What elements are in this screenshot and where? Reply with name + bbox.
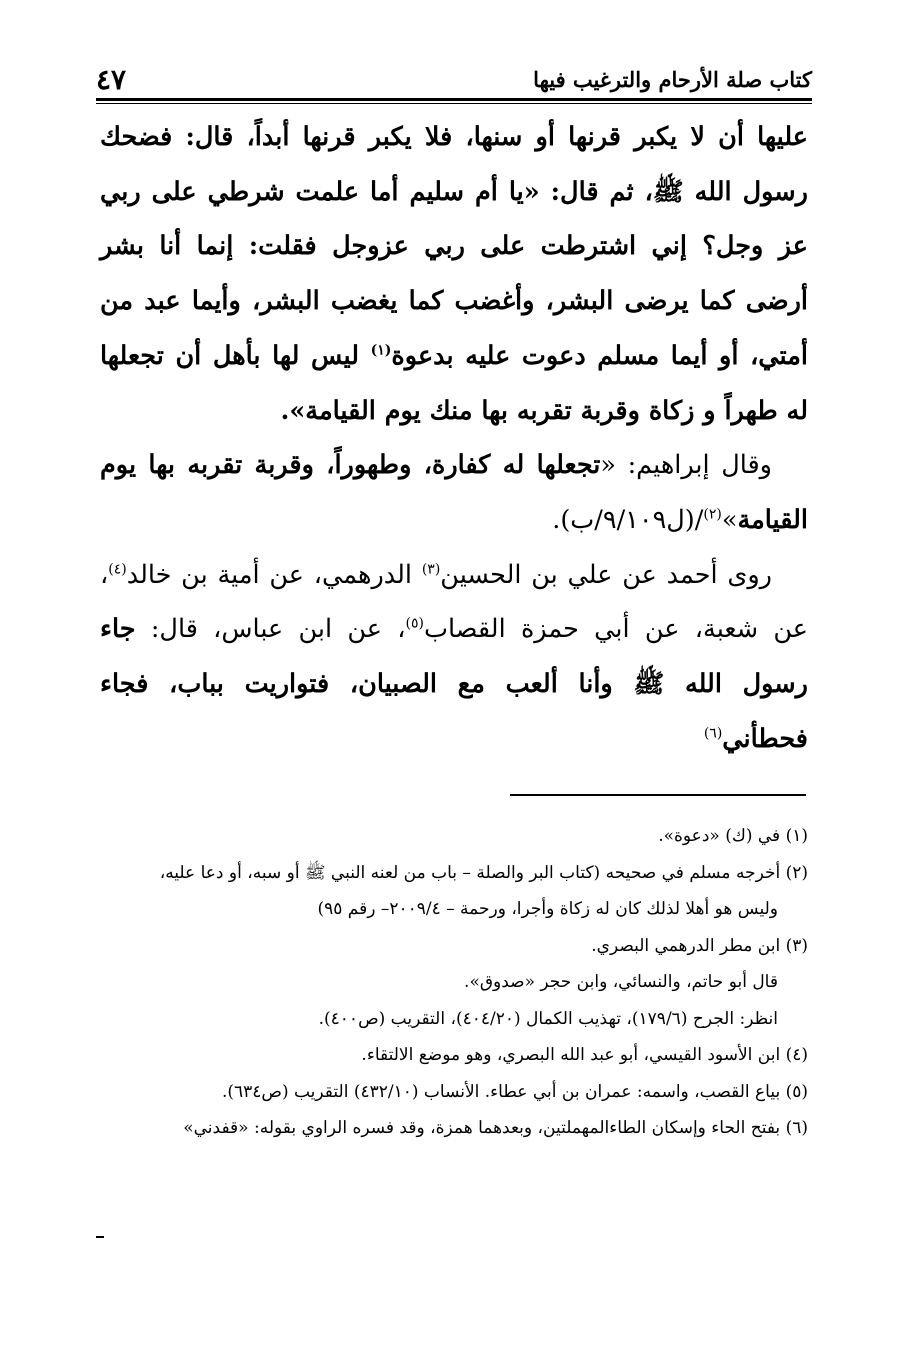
footnote-3-grading: قال أبو حاتم، والنسائي، وابن حجر «صدوق». bbox=[464, 972, 778, 992]
footnote-2: (٢) أخرجه مسلم في صحيحه (كتاب البر والصلة – باب من لعنه النبي ﷺ أو سبه، أو دعا عليه، bbox=[159, 862, 808, 883]
continuation-mark bbox=[96, 1236, 104, 1238]
paragraph-text-end: ليس لها بأهل أن تجعلها له طهراً و زكاة وقربة تقربه بها منك يوم القيامة». bbox=[100, 340, 808, 426]
isnad-part-2: الدرهمي، عن أمية بن خالد bbox=[126, 559, 422, 590]
footnote-3-sources: انظر: الجرح (١٧٩/٦)، تهذيب الكمال (٤٠٤/٢٠)، التقريب (ص٤٠٠). bbox=[318, 1008, 778, 1029]
footnote-ref-6: (٦) bbox=[703, 725, 723, 742]
isnad-part-1: روى أحمد عن علي بن الحسين bbox=[440, 559, 772, 590]
footnote-6: (٦) بفتح الحاء وإسكان الطاءالمهملتين، وبعدهما همزة، وقد فسره الراوي بقوله: «قفدني» bbox=[183, 1118, 808, 1138]
isnad-part-3: ، عن شعبة، عن أبي حمزة القصاب bbox=[100, 559, 808, 645]
paragraph-ibrahim bbox=[100, 438, 808, 547]
footnote-4: (٤) ابن الأسود القيسي، أبو عبد الله البصري، وهو موضع الالتقاء. bbox=[361, 1045, 808, 1065]
footnote-ref-4: (٤) bbox=[108, 561, 127, 578]
footnote-2-continued: وليس هو أهلا لذلك كان له زكاة وأجرا، ورحمة – ٢٠٠٩/٤– رقم ٩٥) bbox=[317, 899, 778, 919]
footnote-1: (١) في (ك) «دعوة». bbox=[658, 826, 808, 846]
header-rule-thick bbox=[96, 98, 812, 101]
header-rule-thin bbox=[96, 103, 812, 104]
quote-close: » bbox=[721, 504, 738, 535]
manuscript-ref: /(ل٩/١٠٩/ب). bbox=[552, 504, 704, 535]
main-text bbox=[100, 110, 808, 766]
paragraph-text: عليها أن لا يكبر قرنها أو سنها، فلا يكبر قرنها أبداً، قال: فضحك رسول الله ﷺ، ثم قال: «يا أم سليم أما علمت شرطي على ربي عز وجل؟ إني اشترطت على ربي عزوجل فقلت: إنما أنا بشر أرضى كما يرضى البشر، وأغضب كما يغضب البشر، وأيما عبد من أمتي، أو أيما مسلم دعوت عليه بدعوة bbox=[100, 122, 808, 371]
page-number: ٤٧ bbox=[96, 63, 127, 96]
footnote-ref-3: (٣) bbox=[421, 561, 441, 578]
footnote-ref-1: (١) bbox=[370, 342, 392, 359]
isnad-part-4: ، عن ابن عباس، قال: bbox=[135, 614, 406, 645]
running-title: كتاب صلة الأرحام والترغيب فيها bbox=[533, 67, 812, 92]
paragraph-lead: وقال إبراهيم: « bbox=[600, 450, 772, 481]
paragraph-hadith-umm-sulaym bbox=[100, 110, 808, 438]
matn-text: جاء رسول الله ﷺ وأنا ألعب مع الصبيان، فتواريت بباب، فجاء فحطأني bbox=[100, 614, 808, 754]
footnote-3: (٣) ابن مطر الدرهمي البصري. bbox=[591, 935, 808, 956]
footnote-ref-2: (٢) bbox=[703, 506, 722, 523]
footnote-ref-5: (٥) bbox=[405, 615, 425, 632]
paragraph-ahmad-narration bbox=[100, 548, 808, 767]
quoted-text: تجعلها له كفارة، وطهوراً، وقربة تقربه بها يوم القيامة bbox=[100, 450, 808, 535]
footnote-5: (٥) بياع القصب، واسمه: عمران بن أبي عطاء. الأنساب (٤٣٢/١٠) التقريب (ص٦٣٤). bbox=[221, 1081, 808, 1102]
page-header bbox=[96, 54, 812, 98]
footnote-divider bbox=[510, 794, 806, 796]
footnotes bbox=[96, 818, 808, 1147]
